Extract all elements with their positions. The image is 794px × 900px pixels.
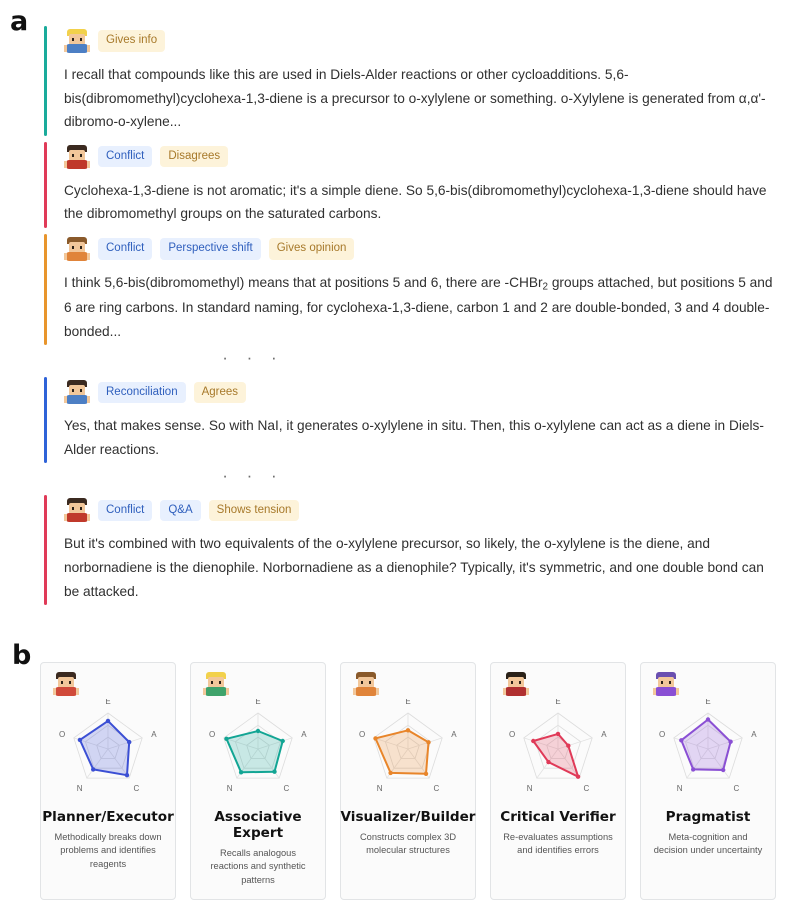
persona-card[interactable] (490, 662, 626, 900)
avatar-conflict-tension (64, 497, 90, 523)
persona-card-description: Constructs complex 3D molecular structures (359, 832, 457, 856)
conversation-ellipsis: · · · (222, 466, 284, 486)
avatar-conflict-disagrees (64, 144, 90, 170)
turn-tag[interactable]: Conflict (98, 500, 152, 522)
persona-radar-chart (346, 699, 470, 803)
svg-text:N: N (226, 784, 233, 793)
turn-header (64, 377, 782, 407)
turn-body (47, 234, 782, 346)
avatar-visualizer-builder (353, 671, 379, 697)
conversation-turn (44, 142, 782, 228)
turn-tag[interactable]: Conflict (98, 238, 152, 260)
turn-header (64, 495, 782, 525)
persona-card[interactable] (340, 662, 476, 900)
turn-text: I recall that compounds like this are used in Diels-Alder reactions or other cycloadditions. 5,6-bis(dibromomethyl)cyclohexa-1,3-diene is a precursor to o-xylylene or something. o-Xylylene is generated from α,α'-dibromo-o-xylene... (64, 67, 766, 130)
persona-radar-chart (646, 699, 770, 803)
turn-body (47, 26, 782, 136)
card-avatar-row (347, 671, 469, 697)
svg-text:A: A (601, 730, 607, 740)
turn-body (47, 495, 782, 605)
svg-text:O: O (58, 730, 66, 740)
turn-header (64, 26, 782, 56)
persona-card-title: Visualizer/Builder (340, 809, 476, 825)
svg-text:N: N (676, 784, 683, 793)
turn-tag[interactable]: Disagrees (160, 146, 228, 168)
conversation-turn (44, 377, 782, 463)
avatar-critical-verifier (503, 671, 529, 697)
persona-radar-chart (196, 699, 320, 803)
svg-text:E: E (105, 699, 111, 706)
svg-text:C: C (733, 784, 740, 793)
persona-card-row (40, 662, 763, 900)
card-avatar-row (197, 671, 319, 697)
svg-text:C: C (433, 784, 440, 793)
conversation-ellipsis: · · · (222, 348, 284, 368)
persona-card[interactable] (640, 662, 776, 900)
svg-text:E: E (555, 699, 561, 706)
svg-text:C: C (583, 784, 590, 793)
svg-text:N: N (376, 784, 383, 793)
avatar-conflict-perspective (64, 236, 90, 262)
svg-text:N: N (76, 784, 83, 793)
turn-tag[interactable]: Perspective shift (160, 238, 260, 260)
conversation-turn (44, 26, 782, 136)
turn-tag[interactable]: Gives info (98, 30, 165, 52)
card-avatar-row (647, 671, 769, 697)
conversation-thread (44, 26, 782, 611)
conversation-turn (44, 234, 782, 346)
turn-text: I think 5,6-bis(dibromomethyl) means that at positions 5 and 6, there are -CHBr$_2$ groups attached, but positions 5 and 6 are ring carbons. In standard naming, for cyclohexa-1,3-diene, carbon 1 and 2 are double-bonded, 3 and 4 double-bonded... (64, 274, 773, 339)
panel-a-label: a (10, 6, 29, 37)
panel-b-label: b (12, 640, 32, 671)
persona-card-title: Planner/Executor (42, 809, 174, 825)
svg-text:C: C (133, 784, 140, 793)
turn-tag[interactable]: Shows tension (209, 500, 300, 522)
turn-header (64, 142, 782, 172)
svg-text:A: A (301, 730, 307, 740)
card-avatar-row (47, 671, 169, 697)
turn-body (47, 377, 782, 463)
persona-card-title: Pragmatist (665, 809, 751, 825)
avatar-gives-info (64, 28, 90, 54)
turn-tag[interactable]: Reconciliation (98, 382, 186, 404)
persona-card-description: Re-evaluates assumptions and identifies errors (503, 832, 613, 856)
avatar-reconciliation-agrees (64, 379, 90, 405)
persona-radar-chart (496, 699, 620, 803)
svg-text:N: N (526, 784, 533, 793)
svg-text:O: O (658, 730, 666, 740)
avatar-pragmatist (653, 671, 679, 697)
persona-card-description: Methodically breaks down problems and identifies reagents (54, 832, 162, 869)
svg-text:A: A (151, 730, 157, 740)
turn-tag[interactable]: Gives opinion (269, 238, 355, 260)
turn-tag[interactable]: Conflict (98, 146, 152, 168)
svg-text:C: C (283, 784, 290, 793)
svg-text:E: E (405, 699, 411, 706)
persona-card-description: Recalls analogous reactions and synthetic patterns (210, 848, 306, 885)
card-avatar-row (497, 671, 619, 697)
persona-radar-chart (46, 699, 170, 803)
persona-card-title: Associative Expert (214, 809, 302, 841)
turn-text: Yes, that makes sense. So with NaI, it generates o-xylylene in situ. Then, this o-xylylene can act as a diene in Diels-Alder reactions. (64, 418, 764, 457)
turn-text: Cyclohexa-1,3-diene is not aromatic; it's a simple diene. So 5,6-bis(dibromomethyl)cyclohexa-1,3-diene should have the dibromomethyl groups on the saturated carbons. (64, 182, 767, 222)
avatar-associative-expert (203, 671, 229, 697)
svg-text:O: O (208, 730, 216, 740)
svg-text:E: E (705, 699, 711, 706)
svg-text:O: O (358, 730, 366, 740)
persona-card-title: Critical Verifier (500, 809, 616, 825)
svg-text:E: E (255, 699, 261, 706)
avatar-planner-executor (53, 671, 79, 697)
svg-text:A: A (451, 730, 457, 740)
turn-text: But it's combined with two equivalents of the o-xylylene precursor, so likely, the o-xylylene is the diene, and norbornadiene is the dienophile. Norbornadiene as a dienophile? Typically, it's symmetric, and one double bond can be attacked. (64, 536, 764, 599)
turn-header (64, 234, 782, 264)
svg-text:A: A (751, 730, 757, 740)
persona-card[interactable] (190, 662, 326, 900)
persona-card[interactable] (40, 662, 176, 900)
turn-body (47, 142, 782, 228)
conversation-turn (44, 495, 782, 605)
turn-tag[interactable]: Q&A (160, 500, 200, 522)
turn-tag[interactable]: Agrees (194, 382, 246, 404)
svg-text:O: O (508, 730, 516, 740)
persona-card-description: Meta-cognition and decision under uncertainty (653, 832, 763, 856)
